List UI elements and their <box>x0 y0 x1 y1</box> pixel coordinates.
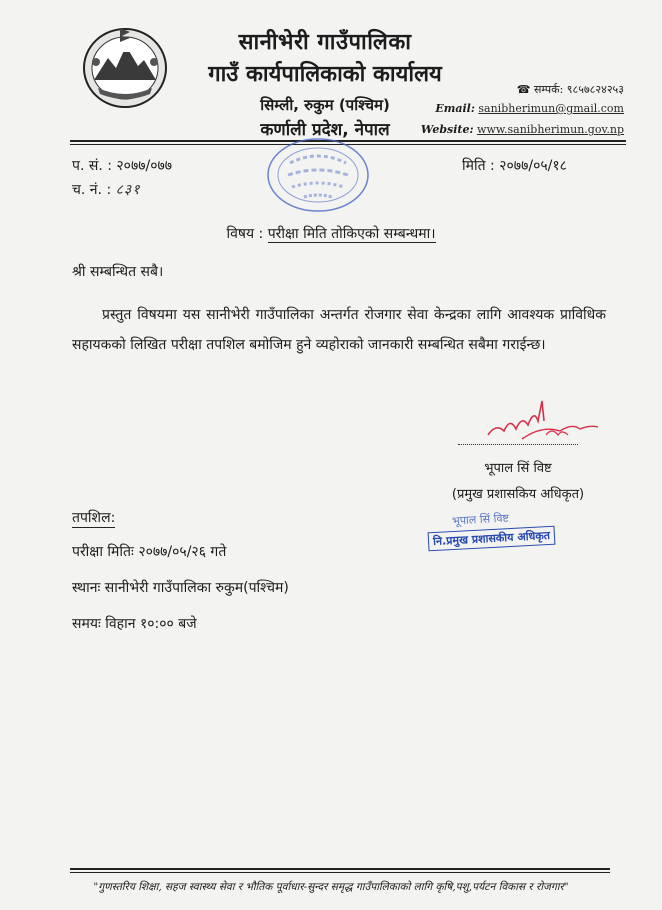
contact-website <box>421 123 624 136</box>
signatory-title: (प्रमुख प्रशासकिय अधिकृत) <box>451 487 585 502</box>
exam-place-value: सानीभेरी गाउँपालिका रुकुम(पश्चिम) <box>104 580 289 596</box>
address-line-2: कर्णाली प्रदेश, नेपाल <box>260 120 390 140</box>
reference-ps <box>72 156 172 175</box>
letter-date <box>462 156 567 175</box>
ps-value: २०७७/०७७ <box>116 158 173 174</box>
exam-time-value: विहान १०:०० बजे <box>105 616 197 632</box>
signature-line <box>458 444 578 445</box>
exam-date-value: २०७७/०५/२६ गते <box>138 544 227 560</box>
date-value: २०७७/०५/१८ <box>499 158 567 174</box>
stamp-title: नि.प्रमुख प्रशासकीय अधिकृत <box>428 526 556 552</box>
salutation: श्री सम्बन्धित सबै। <box>72 264 164 280</box>
schedule-place <box>72 578 289 597</box>
ps-label: प. सं. : <box>72 158 112 174</box>
exam-time-label: समयः <box>72 616 101 632</box>
footer-motto: "गुणस्तरिय शिक्षा, सहज स्वास्थ्य सेवा र भौतिक पूर्वाधार-सुन्दर समृद्ध गाउँपालिकाको लागि कृषि,पशु,पर्यटन विकास र रोजगार" <box>93 881 569 893</box>
subject-label: विषय : <box>226 226 264 242</box>
body-text: प्रस्तुत विषयमा यस सानीभेरी गाउँपालिका अन्तर्गत रोजगार सेवा केन्द्रका लागि आवश्यक प्राविधिक सहायकको लिखित परीक्षा तपशिल बमोजिम हुने व्यहोराको जानकारी सम्बन्धित सबैमा गराईन्छ। <box>72 307 606 353</box>
subject-text: परीक्षा मिति तोकिएको सम्बन्धमा। <box>267 226 436 242</box>
subject-line <box>0 224 662 243</box>
contact-phone <box>517 82 624 97</box>
exam-place-label: स्थानः <box>72 580 101 596</box>
cn-label: च. नं. : <box>72 182 112 198</box>
office-seal-icon <box>262 135 374 215</box>
nepal-emblem-icon <box>80 22 170 110</box>
website-link[interactable]: www.sanibherimun.gov.np <box>477 123 624 136</box>
office-name: गाउँ कार्यपालिकाको कार्यालय <box>208 62 442 87</box>
schedule-time <box>72 614 197 633</box>
schedule-date <box>72 542 226 561</box>
date-label: मिति : <box>462 158 495 174</box>
cn-value: ८३१ <box>115 182 141 198</box>
reference-cn <box>72 180 140 199</box>
schedule-heading: तपशिल: <box>72 510 116 526</box>
municipality-name: सानीभेरी गाउँपालिका <box>238 30 412 55</box>
phone-label: ☎ सम्पर्क: <box>516 83 564 96</box>
address-line-1: सिम्ली, रुकुम (पश्चिम) <box>260 96 390 114</box>
exam-date-label: परीक्षा मितिः <box>72 544 134 560</box>
footer-divider-thin <box>70 872 610 873</box>
footer-divider <box>70 868 610 870</box>
signatory-name: भूपाल सिं विष्ट <box>484 461 552 476</box>
phone-value: ९८५७८२४२५३ <box>566 83 624 96</box>
contact-email <box>435 102 624 115</box>
signature-icon <box>482 395 602 447</box>
stamp-name: भूपाल सिं विष्ट <box>451 511 510 528</box>
email-link[interactable]: sanibherimun@gmail.com <box>478 102 624 115</box>
body-paragraph <box>72 300 606 360</box>
website-label: Website: <box>420 123 474 136</box>
email-label: Email: <box>435 102 475 115</box>
